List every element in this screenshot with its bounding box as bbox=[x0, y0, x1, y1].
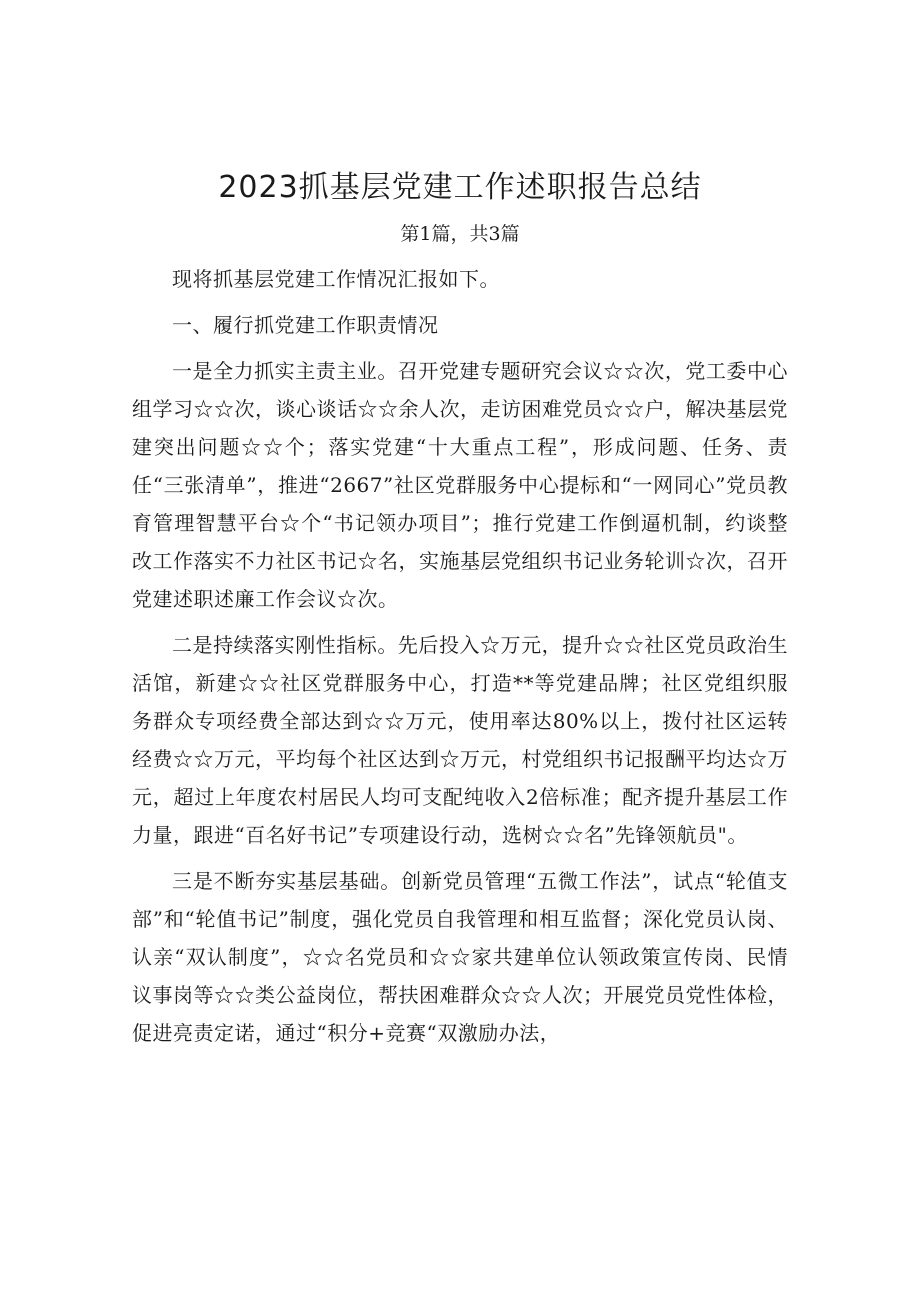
document-title: 2023抓基层党建工作述职报告总结 bbox=[218, 170, 702, 205]
paragraph-item-3: 三是不断夯实基层基础。创新党员管理“五微工作法”，试点“轮值支部”和“轮值书记”制度，强化党员自我管理和相互监督；深化党员认岗、认亲“双认制度”，☆☆名党员和☆☆家共建单位认领政策宣传岗、民情议事岗等☆☆类公益岗位，帮扶困难群众☆☆人次；开展党员党性体检，促进亮责定诺，通过“积分+竞赛“双激励办法， bbox=[132, 869, 788, 1045]
paragraph-intro: 现将抓基层党建工作情况汇报如下。 bbox=[172, 267, 500, 291]
paragraph-item-1: 一是全力抓实主责主业。召开党建专题研究会议☆☆次，党工委中心组学习☆☆次，谈心谈话☆☆余人次，走访困难党员☆☆户，解决基层党建突出问题☆☆个；落实党建“十大重点工程”，形成问题、任务、责任“三张清单”，推进“2667”社区党群服务中心提标和“一网同心”党员教育管理智慧平台☆个“书记领办项目”；推行党建工作倒逼机制，约谈整改工作落实不力社区书记☆名，实施基层党组织书记业务轮训☆次，召开党建述职述廉工作会议☆次。 bbox=[132, 359, 788, 611]
section-heading: 一、履行抓党建工作职责情况 bbox=[172, 313, 439, 337]
document-subtitle: 第1篇，共3篇 bbox=[400, 223, 520, 245]
paragraph-item-2: 二是持续落实刚性指标。先后投入☆万元，提升☆☆社区党员政治生活馆，新建☆☆社区党群服务中心，打造**等党建品牌；社区党组织服务群众专项经费全部达到☆☆万元，使用率达80%以上，拨付社区运转经费☆☆万元，平均每个社区达到☆万元，村党组织书记报酬平均达☆万元，超过上年度农村居民人均可支配纯收入2倍标准；配齐提升基层工作力量，跟进“百名好书记”专项建设行动，选树☆☆名”先锋领航员"。 bbox=[132, 633, 788, 847]
document-body bbox=[132, 260, 788, 1052]
